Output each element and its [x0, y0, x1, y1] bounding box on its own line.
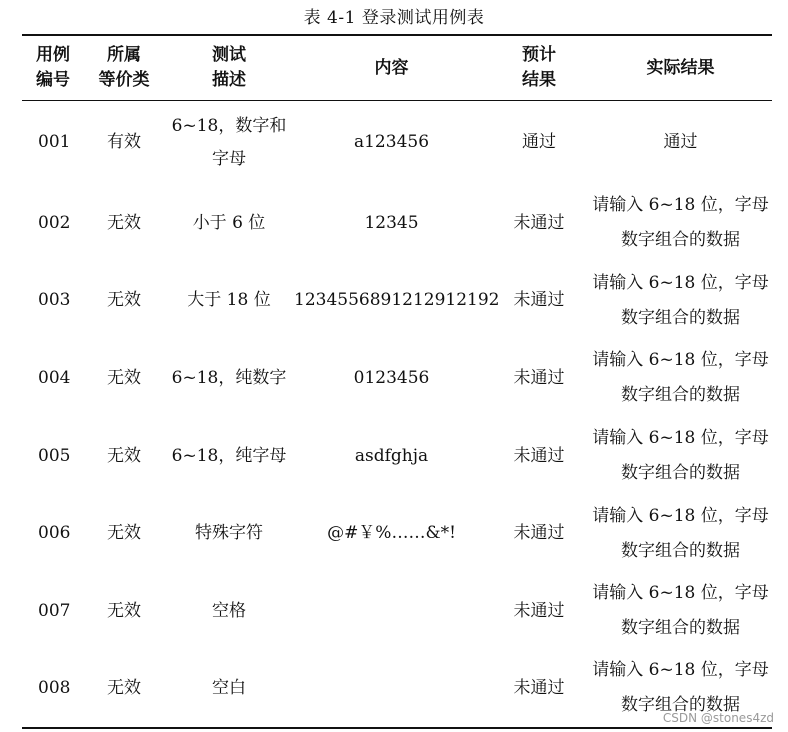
- table-caption: 表 4-1 登录测试用例表: [303, 8, 485, 28]
- actual-result-line: 数字组合的数据: [621, 540, 740, 561]
- case-id-cell: 008: [38, 677, 71, 698]
- equivalence-class-cell: 有效: [107, 132, 141, 153]
- table-row: [22, 417, 772, 495]
- description-line: 空格: [212, 600, 246, 621]
- actual-result-cell: [589, 572, 772, 650]
- header-expected-line: 预计: [522, 45, 556, 65]
- table-row: [22, 185, 772, 263]
- header-id-line: 编号: [36, 70, 70, 90]
- description-cell: [164, 650, 294, 728]
- description-line: 6~18，纯数字: [171, 367, 287, 388]
- equivalence-class-cell: 无效: [107, 212, 141, 233]
- equivalence-class-cell: 无效: [107, 290, 141, 311]
- watermark: CSDN @stones4zd: [662, 711, 774, 725]
- actual-result-line: 请输入 6~18 位，字母: [592, 272, 769, 293]
- content-cell: @#￥%……&*!: [327, 523, 456, 544]
- case-id-cell: 003: [38, 290, 71, 311]
- case-id-cell: 006: [38, 523, 71, 544]
- expected-result-cell: 未通过: [513, 600, 565, 621]
- equivalence-class-cell: 无效: [107, 677, 141, 698]
- description-cell: [164, 417, 294, 495]
- description-line: 6~18，数字和: [171, 115, 287, 136]
- actual-result-line: 数字组合的数据: [621, 385, 740, 406]
- equivalence-class-cell: 无效: [107, 523, 141, 544]
- actual-result-line: 请输入 6~18 位，字母: [592, 583, 769, 604]
- table-row: [22, 101, 772, 185]
- actual-result-line: 请输入 6~18 位，字母: [592, 505, 769, 526]
- description-cell: [164, 572, 294, 650]
- actual-result-cell: [589, 101, 772, 185]
- content-cell: asdfghja: [354, 445, 429, 466]
- header-expected: [489, 35, 589, 101]
- table-row: [22, 340, 772, 418]
- description-line: 空白: [212, 677, 246, 698]
- actual-result-line: 数字组合的数据: [621, 618, 740, 639]
- actual-result-line: 请输入 6~18 位，字母: [592, 660, 769, 681]
- equivalence-class-cell: 无效: [107, 367, 141, 388]
- header-row: [22, 35, 772, 101]
- table-row: [22, 262, 772, 340]
- header-equivalence-class-line: 等价类: [98, 70, 150, 90]
- case-id-cell: 007: [38, 600, 71, 621]
- actual-result-line: 数字组合的数据: [621, 695, 740, 716]
- header-equivalence-class-line: 所属: [107, 45, 141, 65]
- actual-result-cell: [589, 185, 772, 263]
- expected-result-cell: 未通过: [513, 523, 565, 544]
- expected-result-cell: 通过: [522, 132, 556, 153]
- table-row: [22, 572, 772, 650]
- expected-result-cell: 未通过: [513, 367, 565, 388]
- expected-result-cell: 未通过: [513, 212, 565, 233]
- header-id-line: 用例: [36, 45, 70, 65]
- content-cell: 0123456: [353, 367, 430, 388]
- header-id: [22, 35, 84, 101]
- case-id-cell: 005: [38, 445, 71, 466]
- content-cell: 12345: [364, 212, 419, 233]
- actual-result-line: 数字组合的数据: [621, 463, 740, 484]
- description-cell: [164, 101, 294, 185]
- header-description: [164, 35, 294, 101]
- equivalence-class-cell: 无效: [107, 445, 141, 466]
- description-cell: [164, 340, 294, 418]
- actual-result-cell: [589, 340, 772, 418]
- actual-result-line: 数字组合的数据: [621, 230, 740, 251]
- actual-result-cell: [589, 495, 772, 573]
- description-line: 字母: [212, 148, 246, 169]
- header-expected-line: 结果: [522, 70, 556, 90]
- content-cell: 1234556891212912192: [294, 290, 500, 311]
- header-equivalence-class: [84, 35, 164, 101]
- table-row: [22, 495, 772, 573]
- actual-result-line: 请输入 6~18 位，字母: [592, 195, 769, 216]
- description-line: 特殊字符: [195, 523, 263, 544]
- description-line: 大于 18 位: [187, 290, 271, 311]
- actual-result-line: 请输入 6~18 位，字母: [592, 428, 769, 449]
- header-description-line: 描述: [212, 70, 246, 90]
- expected-result-cell: 未通过: [513, 290, 565, 311]
- test-case-table: [22, 34, 772, 729]
- case-id-cell: 004: [38, 367, 71, 388]
- actual-result-cell: [589, 262, 772, 340]
- expected-result-cell: 未通过: [513, 445, 565, 466]
- description-line: 6~18，纯字母: [171, 445, 287, 466]
- content-cell: [294, 572, 489, 650]
- actual-result-line: 数字组合的数据: [621, 307, 740, 328]
- actual-result-line: 通过: [663, 132, 698, 153]
- actual-result-line: 请输入 6~18 位，字母: [592, 350, 769, 371]
- expected-result-cell: 未通过: [513, 677, 565, 698]
- table-row: [22, 650, 772, 728]
- content-cell: a123456: [353, 132, 430, 153]
- description-line: 小于 6 位: [192, 212, 266, 233]
- header-description-line: 测试: [212, 45, 246, 65]
- case-id-cell: 001: [38, 132, 71, 153]
- header-content: 内容: [374, 57, 409, 78]
- actual-result-cell: [589, 417, 772, 495]
- description-cell: [164, 495, 294, 573]
- description-cell: [164, 262, 294, 340]
- header-actual: 实际结果: [646, 57, 715, 78]
- case-id-cell: 002: [38, 212, 71, 233]
- description-cell: [164, 185, 294, 263]
- equivalence-class-cell: 无效: [107, 600, 141, 621]
- content-cell: [294, 650, 489, 728]
